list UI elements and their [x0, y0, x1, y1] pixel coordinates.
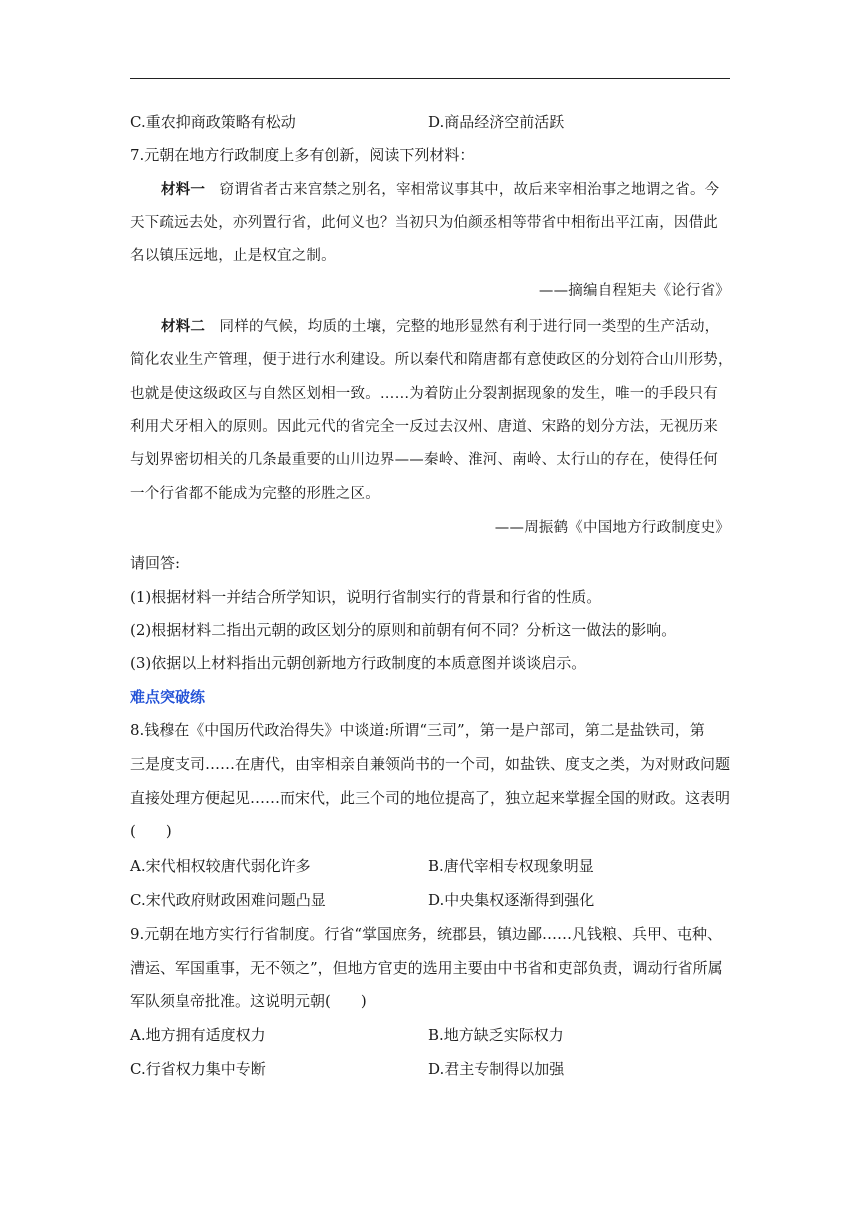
- q8-answer-blank: ( ): [130, 822, 172, 840]
- q8-option-a[interactable]: A.宋代相权较唐代弱化许多: [130, 857, 311, 875]
- q8-line-1: 8.钱穆在《中国历代政治得失》中谈道:所谓“三司”，第一是户部司，第二是盐铁司，第: [130, 721, 705, 739]
- q7-stem: 7.元朝在地方行政制度上多有创新，阅读下列材料：: [130, 146, 475, 164]
- q7-question-2: (2)根据材料二指出元朝的政区划分的原则和前朝有何不同？分析这一做法的影响。: [130, 621, 677, 639]
- material1-label: 材料一: [161, 182, 206, 198]
- material2-label: 材料二: [161, 319, 206, 335]
- q6-option-d[interactable]: D.商品经济空前活跃: [428, 113, 565, 131]
- q7-question-1: (1)根据材料一并结合所学知识，说明行省制实行的背景和行省的性质。: [130, 588, 602, 606]
- q7-prompt: 请回答:: [130, 554, 181, 572]
- q9-option-c[interactable]: C.行省权力集中专断: [130, 1060, 266, 1078]
- material1-text-1: 窃谓省者古来宫禁之别名，宰相常议事其中，故后来宰相治事之地谓之省。今: [219, 182, 720, 198]
- material2-text-1: 同样的气候，均质的土壤，完整的地形显然有利于进行同一类型的生产活动，: [219, 319, 720, 335]
- material2-line-5: 与划界密切相关的几条最重要的山川边界——秦岭、淮河、南岭、太行山的存在，使得任何: [130, 452, 718, 468]
- q9-line-2: 漕运、军国重事，无不领之”，但地方官吏的选用主要由中书省和吏部负责，调动行省所属: [130, 959, 723, 977]
- q8-option-b[interactable]: B.唐代宰相专权现象明显: [428, 857, 594, 875]
- q6-option-c[interactable]: C.重农抑商政策略有松动: [130, 113, 296, 131]
- material2-line-2: 简化农业生产管理，便于进行水利建设。所以秦代和隋唐都有意使政区的分划符合山川形势，: [130, 352, 733, 368]
- material2-line-4: 利用犬牙相入的原则。因此元代的省完全一反过去汉州、唐道、宋路的划分方法，无视历来: [130, 419, 718, 435]
- material2-line-6: 一个行省都不能成为完整的形胜之区。: [130, 486, 380, 502]
- q9-line-1: 9.元朝在地方实行行省制度。行省“掌国庶务，统郡县，镇边鄙……凡钱粮、兵甲、屯种、: [130, 925, 722, 943]
- header-rule: [130, 78, 730, 79]
- material1-line-3: 名以镇压远地，止是权宜之制。: [130, 248, 336, 264]
- q9-option-d[interactable]: D.君主专制得以加强: [428, 1060, 565, 1078]
- material2-line-3: 也就是使这级政区与自然区划相一致。……为着防止分裂割据现象的发生，唯一的手段只有: [130, 386, 718, 402]
- section-heading: 难点突破练: [130, 688, 206, 706]
- q8-option-c[interactable]: C.宋代政府财政困难问题凸显: [130, 891, 326, 909]
- q8-line-3: 直接处理方便起见……而宋代，此三个司的地位提高了，独立起来掌握全国的财政。这表明: [130, 789, 731, 807]
- q9-option-a[interactable]: A.地方拥有适度权力: [130, 1026, 266, 1044]
- material2-source: ——周振鹤《中国地方行政制度史》: [494, 520, 730, 536]
- q7-question-3: (3)依据以上材料指出元朝创新地方行政制度的本质意图并谈谈启示。: [130, 654, 587, 672]
- material2-line-1: [161, 317, 730, 337]
- q8-line-2: 三是度支司……在唐代，由宰相亲自兼领尚书的一个司，如盐铁、度支之类，为对财政问题: [130, 755, 731, 773]
- q9-option-b[interactable]: B.地方缺乏实际权力: [428, 1026, 564, 1044]
- material1-source: ——摘编自程矩夫《论行省》: [538, 283, 730, 299]
- material1-line-2: 天下疏远去处，亦列置行省，此何义也？当初只为伯颜丞相等带省中相衔出平江南，因借此: [130, 215, 718, 231]
- material1-line-1: [161, 180, 730, 200]
- q8-option-d[interactable]: D.中央集权逐渐得到强化: [428, 891, 595, 909]
- q9-line-3: 军队须皇帝批准。这说明元朝( ): [130, 992, 367, 1010]
